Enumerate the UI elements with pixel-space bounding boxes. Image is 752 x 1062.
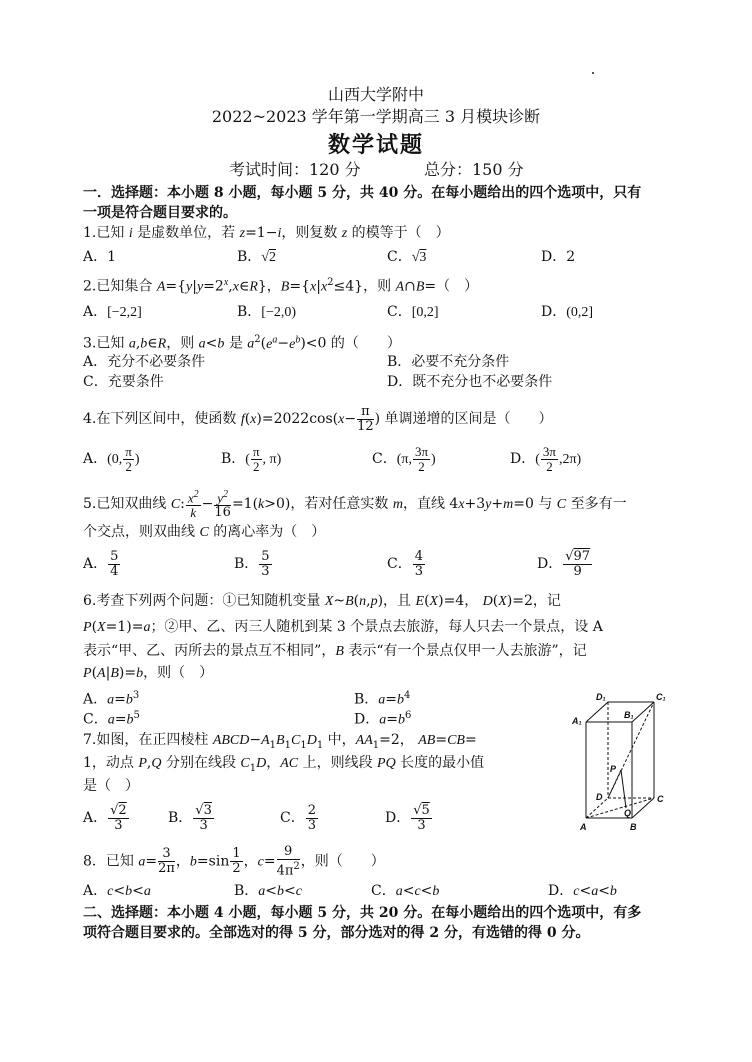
school-name: 山西大学附中 — [327, 85, 424, 104]
q7-option-b: B． $\frac{√3}{3}$ — [168, 802, 212, 833]
q3-option-b: B．必要不充分条件 — [387, 354, 510, 370]
q7-option-d: D． $\frac{√5}{3}$ — [385, 802, 430, 833]
label-A: A — [580, 822, 587, 832]
q4-option-b: B．( $\frac{\pi}{2}$ , π) — [221, 444, 282, 475]
question-4: 4.在下列区间中，使函数 f(x)=2022cos(x− $\frac{\pi}{12}$ ) 单调递增的区间是（ ） — [83, 403, 553, 434]
q6-option-d: D．$a=b^6$ — [354, 710, 412, 728]
q8-option-a: A．c<b<a — [83, 883, 151, 899]
q5-option-d: D． $\frac{√97}{9}$ — [537, 548, 591, 579]
section2-instructions: 二、选择题：本小题 4 小题，每小题 5 分，共 20 分。在每小题给出的四个选项中，有多 — [83, 905, 642, 921]
q4-option-c: C．(π, $\frac{3\pi}{2}$ ) — [372, 444, 436, 475]
scan-speck — [592, 72, 594, 74]
label-C: C — [657, 794, 664, 804]
q8-option-c: C．a<c<b — [371, 883, 440, 899]
paper-title: 数学试题 — [327, 132, 424, 158]
q7-option-a: A． $\frac{√2}{3}$ — [83, 802, 127, 833]
q4-option-d: D．( $\frac{3\pi}{2}$ ,2π) — [510, 444, 582, 475]
label-B1: B₁ — [624, 710, 634, 720]
q7-option-c: C． $\frac{2}{3}$ — [280, 802, 316, 833]
question-7: 7.如图，在正四棱柱 $ABCD-A_1B_1C_1D_1$ 中，$AA_1=2$， AB=CB= — [83, 732, 477, 751]
exam-time: 考试时间：120 分 — [229, 160, 361, 179]
q2-option-a: A．[−2,2] — [83, 304, 142, 320]
section1-instructions: 一．选择题：本小题 8 小题，每小题 5 分，共 40 分。在每小题给出的四个选项中，只有 — [83, 185, 642, 201]
q2-option-b: B．[−2,0) — [237, 304, 297, 320]
q2-option-d: D．(0,2] — [541, 304, 594, 320]
question-7-line3: 是（ ） — [83, 778, 139, 794]
exam-term: 2022~2023 学年第一学期高三 3 月模块诊断 — [211, 107, 541, 126]
q1-option-a: A．1 — [83, 249, 117, 265]
q6-option-a: A．$a=b^3$ — [83, 690, 140, 708]
q3-option-a: A．充分不必要条件 — [83, 354, 206, 370]
label-A1: A₁ — [572, 716, 582, 726]
q6-option-b: B．$a=b^4$ — [354, 690, 411, 708]
prism-figure — [566, 690, 676, 835]
q1-option-c: C．√3 — [387, 249, 427, 265]
question-7-line2: 1，动点 P,Q 分别在线段 $C_1D$，AC 上，则线段 PQ 长度的最小值 — [83, 755, 485, 774]
q1-option-b: B．√2 — [237, 249, 276, 265]
question-2: 2.已知集合 $A=\{y|y=2^x,x\in R\}$，$B=\{x|x^2\le 4\}$，则 A∩B=（ ） — [83, 277, 479, 295]
question-8: 8．已知 a= $\frac{3}{2\pi}$ ，b=sin $\frac{1}{2}$ ，c= $\frac{9}{4\pi^2}$ ，则（ ） — [83, 844, 385, 879]
label-B: B — [630, 822, 637, 832]
question-3: 3.已知 a,b∈R，则 a<b 是 $a^2(e^a-e^b)<0$ 的（ ） — [83, 334, 401, 352]
q1-option-d: D．2 — [541, 249, 576, 265]
label-D1: D₁ — [596, 692, 606, 702]
q2-option-c: C．[0,2] — [387, 304, 439, 320]
question-5: 5.已知双曲线 C: $\frac{x^2}{k}$ − $\frac{y^2}{16}$ =1(k>0)，若对任意实数 m，直线 4x+3y+m=0 与 C 至多有一 — [83, 489, 627, 521]
label-P: P — [610, 764, 617, 774]
question-6-line4: P(A|B)=b，则（ ） — [83, 665, 214, 681]
question-6-line2: P(X=1)=a；②甲、乙、丙三人随机到某 3 个景点去旅游，每人只去一个景点，设 A — [83, 619, 603, 635]
q3-option-c: C．充要条件 — [83, 374, 164, 390]
label-C1: C₁ — [656, 692, 666, 702]
q5-option-a: A． $\frac{5}{4}$ — [83, 548, 119, 579]
q5-option-b: B． $\frac{5}{3}$ — [234, 548, 270, 579]
section2-instructions-cont: 项符合题目要求的。全部选对的得 5 分，部分选对的得 2 分，有选错的得 0 分。 — [83, 925, 590, 941]
q8-option-d: D．c<a<b — [548, 883, 617, 899]
question-6-line3: 表示“甲、乙、丙所去的景点互不相同”，B 表示“有一个景点仅甲一人去旅游”，记 — [83, 643, 587, 659]
q8-option-b: B．a<b<c — [234, 883, 302, 899]
q3-option-d: D．既不充分也不必要条件 — [387, 374, 553, 390]
question-6: 6.考查下列两个问题：①已知随机变量 X~B(n,p)，且 E(X)=4， D(X)=2，记 — [83, 593, 561, 609]
q4-option-a: A．(0, $\frac{\pi}{2}$ ) — [83, 444, 140, 475]
label-Q: Q — [624, 808, 632, 818]
section1-instructions-cont: 一项是符合题目要求的。 — [83, 205, 237, 221]
question-5-cont: 个交点，则双曲线 C 的离心率为（ ） — [83, 524, 326, 540]
q6-option-c: C．$a=b^5$ — [83, 710, 140, 728]
total-score: 总分：150 分 — [424, 160, 524, 179]
label-D: D — [596, 792, 603, 802]
q5-option-c: C． $\frac{4}{3}$ — [387, 548, 423, 579]
question-1: 1.已知 i 是虚数单位，若 z=1−i，则复数 z 的模等于（ ） — [83, 225, 450, 241]
